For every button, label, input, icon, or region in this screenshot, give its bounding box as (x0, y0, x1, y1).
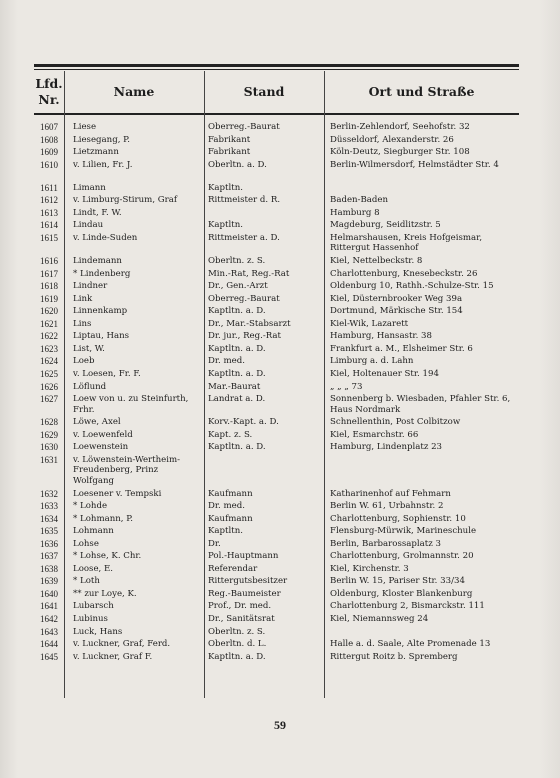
row-name: List, W. (73, 343, 105, 354)
row-stand: Dr. med. (208, 501, 245, 512)
table-row (34, 430, 519, 443)
row-ort: Halle a. d. Saale, Alte Promenade 13 (330, 639, 491, 650)
row-stand: Kaptltn. a. D. (208, 343, 266, 354)
row-stand: Rittmeister a. D. (208, 232, 280, 243)
row-name: * Lindenberg (73, 268, 131, 279)
row-name: Limann (73, 182, 106, 193)
row-ort: Berlin, Barbarossaplatz 3 (330, 538, 441, 549)
row-number: 1629 (40, 429, 58, 440)
table-row (34, 394, 519, 417)
table-row (34, 147, 519, 160)
table-row (34, 269, 519, 282)
row-number: 1627 (40, 394, 58, 405)
table-row (34, 382, 519, 395)
top-rule (34, 64, 519, 70)
table-row (34, 601, 519, 614)
row-ort: „ „ „ 73 (330, 381, 363, 392)
table-row (34, 233, 519, 256)
row-stand: Min.-Rat, Reg.-Rat (208, 268, 290, 279)
row-number: 1644 (40, 639, 58, 650)
row-stand: Kaptltn. a. D. (208, 369, 266, 379)
row-stand: Dr., Gen.-Arzt (208, 281, 268, 292)
row-number: 1625 (40, 369, 58, 379)
row-number: 1614 (40, 220, 58, 231)
row-number: 1631 (40, 454, 58, 465)
row-number: 1640 (40, 588, 58, 599)
table-row (34, 639, 519, 652)
row-name: Linnenkamp (73, 306, 128, 317)
table-row (34, 256, 519, 269)
row-stand: Kaptltn. (208, 220, 243, 231)
row-ort: Frankfurt a. M., Elsheimer Str. 6 (330, 343, 473, 354)
row-name: Link (73, 293, 93, 304)
row-ort: Magdeburg, Seidlitzstr. 5 (330, 220, 441, 231)
row-stand: Mar.-Baurat (208, 381, 261, 392)
row-name: Loose, E. (73, 563, 114, 574)
row-stand: Kaptltn. (208, 526, 243, 537)
table-row (34, 369, 519, 382)
row-number: 1611 (40, 182, 58, 193)
row-ort: Berlin-Zehlendorf, Seehofstr. 32 (330, 122, 470, 132)
table-row (34, 122, 519, 135)
row-number: 1638 (40, 563, 58, 574)
row-ort: Berlin-Wilmersdorf, Helmstädter Str. 4 (330, 159, 499, 170)
row-number: 1615 (40, 232, 58, 243)
row-number: 1620 (40, 306, 58, 317)
row-stand: Korv.-Kapt. a. D. (208, 417, 279, 428)
row-name: Loeb (73, 356, 95, 367)
row-ort: Charlottenburg 2, Bismarckstr. 111 (330, 601, 485, 612)
row-name: Liesegang, P. (73, 134, 130, 145)
row-name: v. Linde-Suden (73, 232, 138, 243)
row-name: Lins (73, 318, 92, 329)
row-name: Löwe, Axel (73, 417, 121, 428)
row-name: * Loth (73, 576, 100, 587)
row-number: 1632 (40, 488, 58, 499)
row-name: Liptau, Hans (73, 331, 130, 342)
row-name: * Lohde (73, 501, 108, 512)
row-number: 1633 (40, 501, 58, 512)
table-row (34, 417, 519, 430)
table-row (34, 208, 519, 221)
row-ort: Kiel, Holtenauer Str. 194 (330, 369, 439, 379)
row-ort: Baden-Baden (330, 195, 389, 206)
table-row (34, 356, 519, 369)
row-number: 1637 (40, 551, 58, 562)
row-stand: Kaptltn. a. D. (208, 442, 266, 453)
row-name: v. Löwenstein-Wertheim-Freudenberg, Prinz Wolfgang (73, 454, 181, 486)
row-ort: Charlottenburg, Knesebeckstr. 26 (330, 268, 478, 279)
table-row (34, 281, 519, 294)
row-ort: Kiel, Kirchenstr. 3 (330, 563, 409, 574)
table-row (34, 514, 519, 527)
row-stand: Kaufmann (208, 488, 253, 499)
row-stand: Dr., Mar.-Stabsarzt (208, 318, 291, 329)
row-number: 1609 (40, 147, 58, 158)
table-row (34, 551, 519, 564)
row-ort: Kiel, Düsternbrooker Weg 39a (330, 293, 463, 304)
row-number: 1610 (40, 159, 58, 170)
table-row (34, 183, 519, 196)
page-number: 59 (274, 718, 286, 732)
table-row (34, 501, 519, 514)
row-ort: Charlottenburg, Sophienstr. 10 (330, 513, 466, 524)
header-lfd-nr: Lfd. Nr. (35, 76, 63, 107)
row-number: 1623 (40, 343, 58, 354)
row-number: 1619 (40, 293, 58, 304)
header-stand: Stand (243, 84, 285, 99)
row-number: 1613 (40, 207, 58, 218)
table-row (34, 344, 519, 357)
row-stand: Pol.-Hauptmann (208, 551, 279, 562)
row-name: Lohmann (73, 526, 114, 537)
table-row (34, 294, 519, 307)
row-stand: Prof., Dr. med. (208, 601, 272, 612)
row-ort: Hamburg, Hansastr. 38 (330, 331, 432, 342)
row-ort: Sonnenberg b. Wiesbaden, Pfahler Str. 6, Haus Nordmark (330, 394, 511, 415)
row-ort: Berlin W. 15, Pariser Str. 33/34 (330, 576, 465, 587)
row-ort: Kiel, Niemannsweg 24 (330, 614, 429, 624)
row-ort: Köln-Deutz, Siegburger Str. 108 (330, 147, 470, 158)
row-name: Loewenstein (73, 442, 129, 453)
row-ort: Hamburg 8 (330, 207, 380, 218)
table-row (34, 526, 519, 539)
table-row (34, 539, 519, 552)
row-name: v. Luckner, Graf, Ferd. (73, 639, 171, 650)
row-name: * Lohmann, P. (73, 513, 134, 524)
row-ort: Hamburg, Lindenplatz 23 (330, 442, 443, 453)
row-stand: Reg.-Baumeister (208, 588, 281, 599)
row-stand: Oberltn. d. L. (208, 639, 267, 650)
row-stand: Oberreg.-Baurat (208, 293, 280, 304)
row-ort: Oldenburg 10, Rathh.-Schulze-Str. 15 (330, 281, 494, 292)
row-number: 1641 (40, 601, 58, 612)
row-stand: Fabrikant (208, 134, 251, 145)
row-ort: Schnellenthin, Post Colbitzow (330, 417, 461, 428)
row-stand: Dr. med. (208, 356, 245, 367)
table-row (34, 589, 519, 602)
row-number: 1612 (40, 195, 58, 206)
row-ort: Katharinenhof auf Fehmarn (330, 488, 451, 499)
row-number: 1618 (40, 281, 58, 292)
row-number: 1630 (40, 442, 58, 453)
row-stand: Kapt. z. S. (208, 429, 253, 440)
row-ort: Kiel-Wik, Lazarett (330, 318, 409, 329)
table-row (34, 220, 519, 233)
table-row (34, 489, 519, 502)
row-name: v. Loesen, Fr. F. (73, 369, 141, 379)
header-name: Name (113, 84, 155, 99)
row-ort: Kiel, Esmarchstr. 66 (330, 429, 419, 440)
row-ort: Oldenburg, Kloster Blankenburg (330, 588, 473, 599)
row-stand: Oberltn. a. D. (208, 159, 267, 170)
table-row (34, 135, 519, 148)
row-ort: Dortmund, Märkische Str. 154 (330, 306, 463, 317)
row-name: Loesener v. Tempski (73, 488, 162, 499)
row-stand: Kaptltn. (208, 182, 243, 193)
row-stand: Dr. jur., Reg.-Rat (208, 331, 282, 342)
row-ort: Helmarshausen, Kreis Hofgeismar, Rittergut Hassenhof (330, 232, 483, 254)
row-stand: Kaptltn. a. D. (208, 306, 266, 317)
row-name: v. Lilien, Fr. J. (73, 159, 133, 170)
table-row (34, 627, 519, 640)
row-stand: Kaufmann (208, 513, 253, 524)
row-number: 1608 (40, 134, 58, 145)
table-row (34, 576, 519, 589)
row-name: Lohse (73, 538, 99, 549)
row-number: 1624 (40, 356, 58, 367)
row-ort: Kiel, Nettelbeckstr. 8 (330, 256, 423, 267)
row-name: v. Luckner, Graf F. (73, 651, 153, 662)
row-number: 1607 (40, 122, 58, 132)
table-header (34, 71, 519, 115)
row-name: Lubarsch (73, 601, 114, 612)
row-ort: Berlin W. 61, Urbahnstr. 2 (330, 501, 444, 512)
row-name: Löflund (73, 381, 107, 392)
row-name: ** zur Loye, K. (73, 588, 137, 599)
row-number: 1617 (40, 268, 58, 279)
row-ort: Charlottenburg, Grolmannstr. 20 (330, 551, 474, 562)
row-ort: Düsseldorf, Alexanderstr. 26 (330, 134, 454, 145)
row-stand: Dr. (208, 538, 221, 549)
row-name: Lindau (73, 220, 104, 231)
row-name: Lindner (73, 281, 108, 292)
table-row (34, 160, 519, 183)
row-name: Loew von u. zu Steinfurth, Frhr. (73, 394, 189, 415)
row-name: Lindemann (73, 256, 122, 267)
table-row (34, 442, 519, 455)
row-stand: Referendar (208, 563, 258, 574)
row-name: Lubinus (73, 614, 108, 624)
row-ort: Limburg a. d. Lahn (330, 356, 414, 367)
row-number: 1634 (40, 513, 58, 524)
header-ort: Ort und Straße (368, 84, 475, 99)
row-number: 1636 (40, 538, 58, 549)
row-name: Liese (73, 122, 97, 132)
table-row (34, 652, 519, 665)
table-row (34, 319, 519, 332)
row-stand: Fabrikant (208, 147, 251, 158)
row-name: Luck, Hans (73, 626, 123, 637)
row-number: 1626 (40, 381, 58, 392)
row-ort: Flensburg-Mürwik, Marineschule (330, 526, 477, 537)
table-row (34, 331, 519, 344)
row-stand: Oberltn. z. S. (208, 626, 266, 637)
row-number: 1642 (40, 614, 58, 624)
row-name: v. Loewenfeld (73, 429, 133, 440)
table-row (34, 195, 519, 208)
row-stand: Kaptltn. a. D. (208, 651, 266, 662)
row-stand: Dr., Sanitätsrat (208, 614, 275, 624)
row-stand: Oberreg.-Baurat (208, 122, 280, 132)
row-number: 1628 (40, 417, 58, 428)
row-number: 1622 (40, 331, 58, 342)
row-name: * Lohse, K. Chr. (73, 551, 142, 562)
table-row (34, 564, 519, 577)
table-row (34, 306, 519, 319)
row-stand: Oberltn. z. S. (208, 256, 266, 267)
row-number: 1643 (40, 626, 58, 637)
row-stand: Rittmeister d. R. (208, 195, 281, 206)
row-number: 1616 (40, 256, 58, 267)
row-stand: Landrat a. D. (208, 394, 266, 405)
row-number: 1635 (40, 526, 58, 537)
row-number: 1621 (40, 318, 58, 329)
row-number: 1639 (40, 576, 58, 587)
table-row (34, 614, 519, 627)
table-row (34, 455, 519, 489)
row-name: Lindt, F. W. (73, 207, 122, 218)
row-name: v. Limburg-Stirum, Graf (73, 195, 178, 206)
row-stand: Rittergutsbesitzer (208, 576, 288, 587)
row-name: Lietzmann (73, 147, 119, 158)
row-ort: Rittergut Roitz b. Spremberg (330, 651, 458, 662)
row-number: 1645 (40, 651, 58, 662)
